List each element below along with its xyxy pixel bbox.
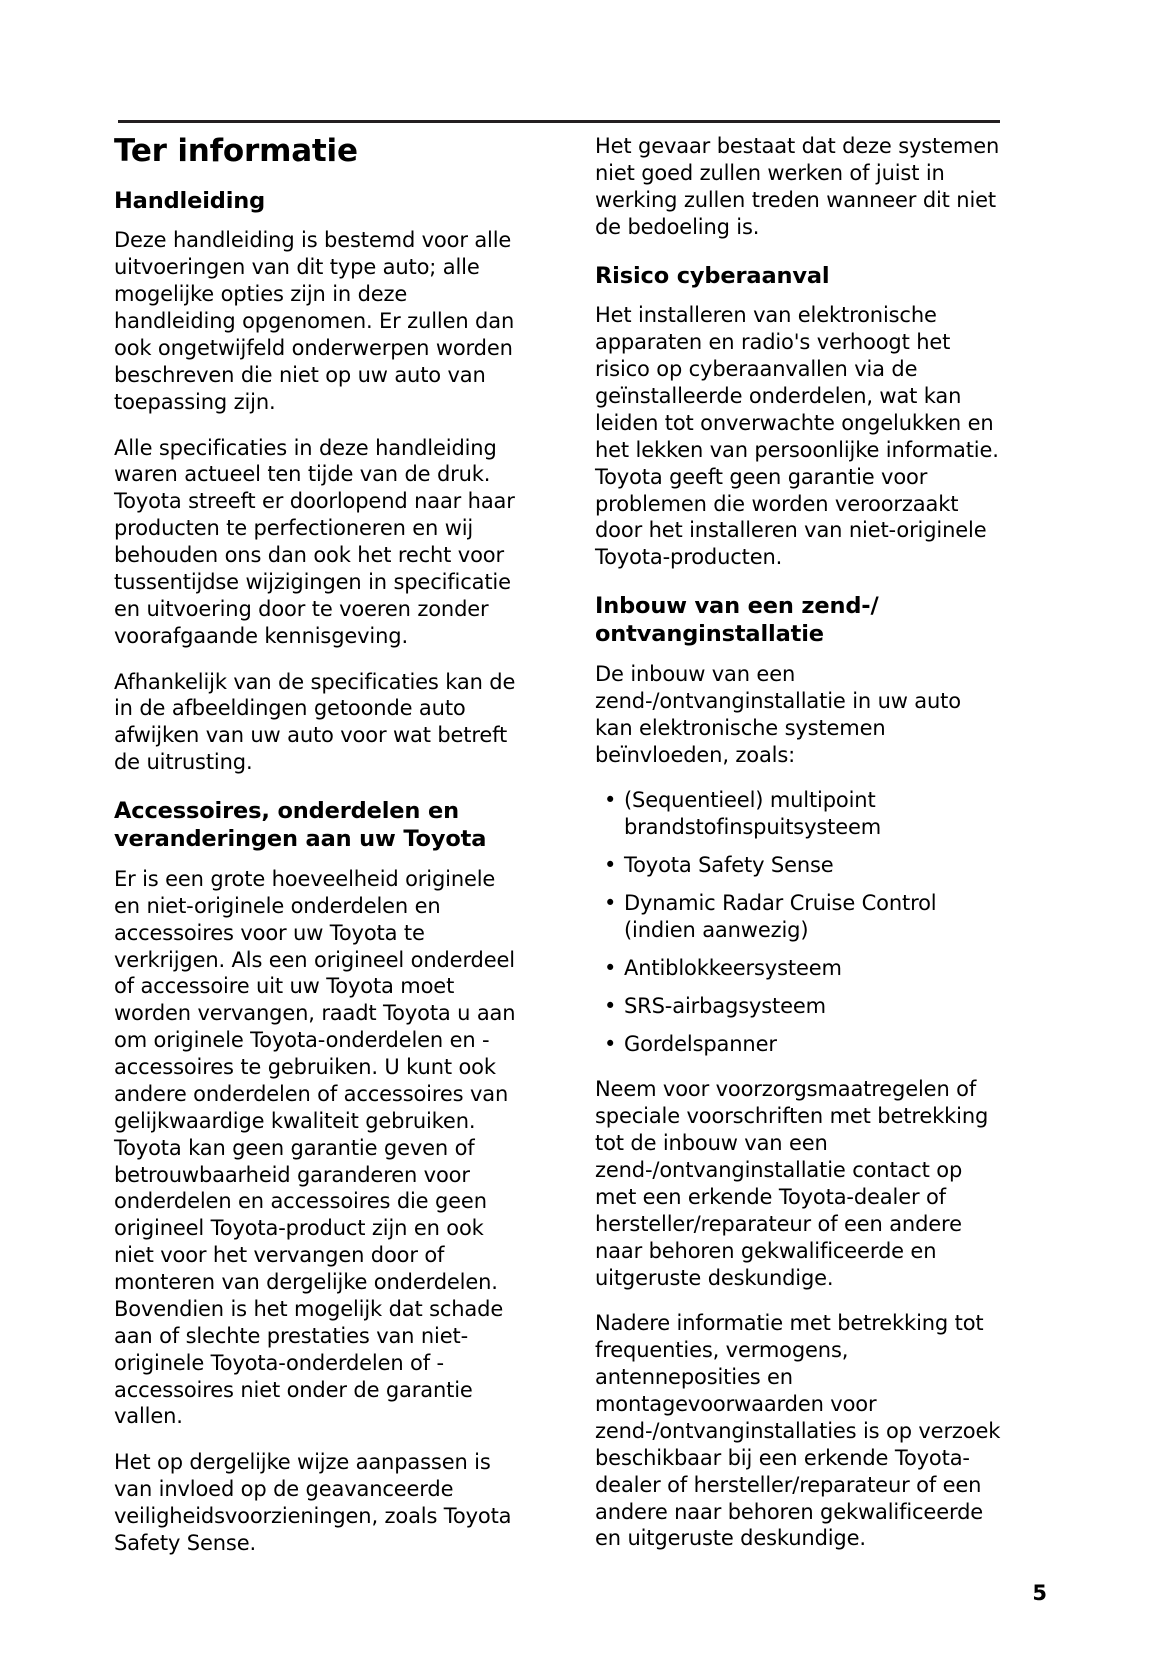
left-column [114, 133, 523, 1557]
bullet-icon: • [604, 993, 617, 1018]
right-column [595, 133, 1004, 1552]
two-column-body [114, 133, 1004, 1557]
list-item-label: Antiblokkeersysteem [624, 955, 842, 980]
paragraph-voorzorgsmaatregelen: Neem voor voorzorgsmaatregelen of speciale voorschriften met betrekking tot de inbouw van een zend-/ontvanginstallatie contact op met een erkende Toyota-dealer of hersteller/reparateur of een andere naar behoren gekwalificeerde en uitgeruste deskundige. [595, 1077, 989, 1290]
list-item [595, 1031, 1004, 1058]
paragraph-handleiding-1: Deze handleiding is bestemd voor alle uitvoeringen van dit type auto; alle mogelijke opties zijn in deze handleiding opgenomen. Er zullen dan ook ongetwijfeld onderwerpen worden beschreven die niet op uw auto van toepassing zijn. [114, 228, 515, 414]
heading-accessoires: Accessoires, onderdelen en veranderingen aan uw Toyota [114, 798, 487, 852]
list-item [595, 852, 1004, 879]
page-title: Ter informatie [114, 133, 358, 169]
list-item-label: SRS-airbagsysteem [624, 993, 826, 1018]
bullet-icon: • [604, 891, 617, 916]
systems-bullet-list [595, 787, 1004, 1057]
list-item [595, 890, 1004, 944]
bullet-icon: • [604, 788, 617, 813]
paragraph-gevaar: Het gevaar bestaat dat deze systemen niet goed zullen werken of juist in werking zullen treden wanneer dit niet de bedoeling is. [595, 134, 1000, 239]
list-item-label: Gordelspanner [624, 1031, 777, 1056]
paragraph-accessoires-1: Er is een grote hoeveelheid originele en niet-originele onderdelen en accessoires voor uw Toyota te verkrijgen. Als een origineel onderdeel of accessoire uit uw Toyota moet worden vervangen, raadt Toyota u aan om originele Toyota-onderdelen en -accessoires te gebruiken. U kunt ook andere onderdelen of accessoires van gelijkwaardige kwaliteit gebruiken. Toyota kan geen garantie geven of betrouwbaarheid garanderen voor onderdelen en accessoires die geen origineel Toyota-product zijn en ook niet voor het vervangen door of monteren van dergelijke onderdelen. Bovendien is het mogelijk dat schade aan of slechte prestaties van niet-originele Toyota-onderdelen of -accessoires niet onder de garantie vallen. [114, 866, 516, 1429]
paragraph-handleiding-3: Afhankelijk van de specificaties kan de in de afbeeldingen getoonde auto afwijken van uw auto voor wat betreft de uitrusting. [114, 669, 516, 775]
list-item-label: Dynamic Radar Cruise Control (indien aanwezig) [624, 891, 937, 942]
heading-inbouw-zend-ontvanginstallatie: Inbouw van een zend-/ ontvanginstallatie [595, 593, 879, 648]
page-number: 5 [1032, 1581, 1047, 1605]
list-item-label: Toyota Safety Sense [624, 853, 834, 878]
bullet-icon: • [604, 955, 617, 980]
paragraph-inbouw-intro: De inbouw van een zend-/ontvanginstallatie in uw auto kan elektronische systemen beïnvloeden, zoals: [595, 661, 961, 767]
heading-risico-cyberaanval: Risico cyberaanval [595, 262, 830, 289]
paragraph-nadere-informatie: Nadere informatie met betrekking tot frequenties, vermogens, antenneposities en montagevoorwaarden voor zend-/ontvanginstallaties is op verzoek beschikbaar bij een erkende Toyota-dealer of hersteller/reparateur of een andere naar behoren gekwalificeerde en uitgeruste deskundige. [595, 1311, 1001, 1551]
list-item [595, 955, 1004, 982]
list-item-label: (Sequentieel) multipoint brandstofinspuitsysteem [624, 788, 882, 840]
list-item [595, 993, 1004, 1020]
paragraph-cyberaanval: Het installeren van elektronische apparaten en radio's verhoogt het risico op cyberaanvallen via de geïnstalleerde onderdelen, wat kan leiden tot onverwachte ongelukken en het lekken van persoonlijke informatie. Toyota geeft geen garantie voor problemen die worden veroorzaakt door het installeren van niet-originele Toyota-producten. [595, 303, 999, 570]
bullet-icon: • [604, 853, 617, 878]
list-item [595, 787, 1004, 841]
bullet-icon: • [604, 1031, 617, 1056]
paragraph-accessoires-2: Het op dergelijke wijze aanpassen is van invloed op de geavanceerde veiligheidsvoorzieningen, zoals Toyota Safety Sense. [114, 1450, 512, 1555]
paragraph-handleiding-2: Alle specificaties in deze handleiding waren actueel ten tijde van de druk. Toyota streeft er doorlopend naar haar producten te perfectioneren en wij behouden ons dan ook het recht voor tussentijdse wijzigingen in specificatie en uitvoering door te voeren zonder voorafgaande kennisgeving. [114, 435, 515, 648]
header-rule [118, 120, 1000, 123]
heading-handleiding: Handleiding [114, 187, 266, 214]
